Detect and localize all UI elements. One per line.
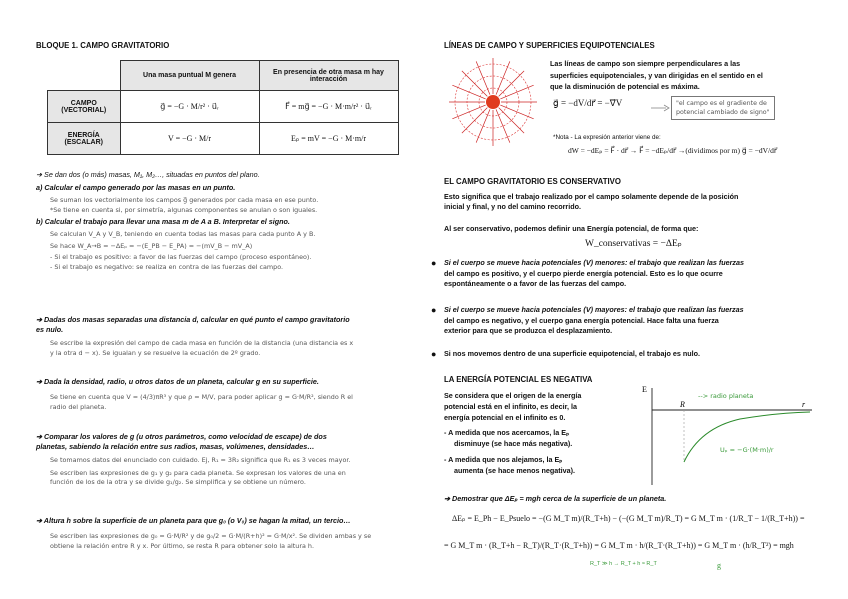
table-col2-header: En presencia de otra masa m hay interacción xyxy=(259,61,398,91)
left-title: BLOQUE 1. CAMPO GRAVITATORIO xyxy=(36,41,170,50)
field-line xyxy=(496,61,510,94)
field-line xyxy=(499,108,524,133)
table-field-single: g⃗ = −G · M/r² · u⃗ᵣ xyxy=(120,91,259,123)
field-line xyxy=(499,71,524,96)
negative-energy-paragraph: Se considera que el origen de la energía potencial está en el infinito, es decir, la energía potencial en el infinito es 0. xyxy=(444,391,582,422)
y-axis-label: E xyxy=(642,385,647,394)
approximation-note: R_T ≫ h → R_T + h ≈ R_T xyxy=(590,561,657,567)
right-title-negative-energy: LA ENERGÍA POTENCIAL ES NEGATIVA xyxy=(444,375,593,384)
table-energy-single: V = −G · M/r xyxy=(120,123,259,155)
demo-equation-2: = G M_T m · (R_T+h − R_T)/(R_T·(R_T+h)) = G M_T m · h/(R_T·(R_T+h)) = G M_T m · (h/R_T²) = mgh xyxy=(444,541,794,550)
fieldlines-paragraph: Las líneas de campo son siempre perpendiculares a las superficies equipotenciales, y van dirigidas en el sentido en el que la disminución de potencial es máxima. xyxy=(550,59,763,91)
table-row1-header: CAMPO (VECTORIAL) xyxy=(48,91,121,123)
conservative-paragraph: Esto significa que el trabajo realizado por el campo solamente depende de la posición inicial y final, y no del camino recorrido. xyxy=(444,192,739,211)
field-line xyxy=(500,85,533,99)
potential-energy-graph xyxy=(640,380,816,490)
curve-label: Uₚ = −G·(M·m)/r xyxy=(720,446,774,454)
section-null-field: ➔ Dadas dos masas separadas una distancia d, calcular en qué punto el campo gravitatorio es nulo. Se escribe la expresión del campo de cada masa en función de la distancia (una distancia es x y la otra d − x). Se igualan y se resuelve la ecuación de 2º grado. xyxy=(36,315,354,357)
field-line xyxy=(476,109,490,142)
gradient-formula: g⃗ = −dV/dr⃗ = −∇⃗V xyxy=(553,98,623,108)
field-line xyxy=(462,71,487,96)
section-height: ➔ Altura h sobre la superficie de un planeta para que g₀ (o V₀) se hagan la mitad, un tercio… Se escriben las expresiones de g₀ = G·M/R² y de g₀/2 = G·M/(R+h)² = G·M/x². Se dividen ambas y se obtiene la relación entre R y x. Por último, se resta R para obtener solo la altura h. xyxy=(36,516,372,550)
field-line xyxy=(452,85,485,99)
field-line xyxy=(500,105,533,119)
field-line xyxy=(496,109,510,142)
bullet-lower-potential: ● Si el cuerpo se mueve hacia potenciales (V) menores: el trabajo que realizan las fuerzas del campo es positivo, y el cuerpo pierde energía potencial. Esto es lo que ocurre espontáneamente o a favor de las fuerzas del campo. xyxy=(431,258,744,288)
arrow-icon xyxy=(650,104,670,112)
mass-sphere xyxy=(486,95,500,109)
x-axis-label: r xyxy=(802,400,806,409)
demo-heading: ➔ Demostrar que ΔEₚ = mgh cerca de la superficie de un planeta. xyxy=(444,494,667,503)
conservative-definition: Al ser conservativo, podemos definir una Energía potencial, de forma que: xyxy=(444,224,699,233)
gravity-table xyxy=(47,60,399,155)
nota-heading: *Nota - La expresión anterior viene de: xyxy=(553,134,661,141)
demo-equation-1: ΔEₚ = E_Ph − E_Psuelo = −(G M_T m)/(R_T+h) − (−(G M_T m)/R_T) = G M_T m · (1/R_T − 1/(R_T+h)) = xyxy=(452,514,805,523)
right-title-fieldlines: LÍNEAS DE CAMPO Y SUPERFICIES EQUIPOTENCIALES xyxy=(444,41,655,50)
field-line xyxy=(476,61,490,94)
nota-formula: dW = −dEₚ = F⃗ · dr⃗ → F⃗ = −dEₚ/dr⃗ →(dividimos por m) g⃗ = −dV/dr⃗ xyxy=(568,146,777,155)
section-density: ➔ Dada la densidad, radio, u otros datos de un planeta, calcular g en su superficie. Se tiene en cuenta que V = (4/3)πR³ y que ρ = M/V, para poder aplicar g = G·M/R², siendo R el radio del planeta. xyxy=(36,377,353,411)
section-two-masses: ➔ Se dan dos (o más) masas, M₁, M₂…, situadas en puntos del plano. a) Calcular el campo generado por las masas en un punto. Se suman los vectorialmente los campos g⃗ generados por cada masa en ese punto. *Se tiene en cuenta si, por simetría, algunas componentes se anulan o son iguales. b) Calcular el trabajo para llevar una masa m de A a B. Interpretar el signo. Se calculan V_A y V_B, teniendo en cuenta todas las masas para cada punto A y B. Se hace W_A→B = −ΔEₚ = −(E_PB − E_PA) = −(mV_B − mV_A) - Si el trabajo es positivo: a favor de las fuerzas del campo (proceso espontáneo). - Si el trabajo es negativo: se realiza en contra de las fuerzas del campo. xyxy=(36,170,319,271)
bullet-higher-potential: ● Si el cuerpo se mueve hacia potenciales (V) mayores: el trabajo que realizan las fuerzas del campo es negativo, y el cuerpo gana energía potencial. Hace falta una fuerza exterior para que se produzca el desplazamiento. xyxy=(431,305,744,335)
field-line xyxy=(452,105,485,119)
field-line xyxy=(462,108,487,133)
radius-label: R xyxy=(680,400,685,409)
table-energy-pair: Eₚ = mV = −G · M·m/r xyxy=(259,123,398,155)
table-field-pair: F⃗ = mg⃗ = −G · M·m/r² · u⃗ᵣ xyxy=(259,91,398,123)
section-compare: ➔ Comparar los valores de g (u otros parámetros, como velocidad de escape) de dos planetas, sabiendo la relación entre sus radios, masas, volúmenes, densidades… Se tomamos datos del enunciado con cuidado. Ej, R₁ = 3R₂ significa que R₁ es 3 veces mayor. Se escriben las expresiones de g₁ y g₂ para cada planeta. Se expresan los valores de una en función de los de la otra y se divide g₁/g₂. Se simplifica y se obtiene un número. xyxy=(36,432,351,486)
bullet-equipotential: ● Si nos movemos dentro de una superficie equipotencial, el trabajo es nulo. xyxy=(431,349,701,359)
field-lines-diagram xyxy=(444,58,542,146)
work-formula: W_conservativas = −ΔEₚ xyxy=(585,239,682,249)
gradient-note-box: "el campo es el gradiente de potencial cambiado de signo" xyxy=(671,96,775,120)
table-col1-header: Una masa puntual M genera xyxy=(120,61,259,91)
g-label: g xyxy=(717,561,721,570)
radio-planeta-label: --> radio planeta xyxy=(698,392,754,400)
approach-item: - A medida que nos acercamos, la Eₚ disminuye (se hace más negativa). xyxy=(444,428,573,448)
table-row2-header: ENERGÍA (ESCALAR) xyxy=(48,123,121,155)
recede-item: - A medida que nos alejamos, la Eₚ aumenta (se hace menos negativa). xyxy=(444,455,576,475)
right-title-conservative: EL CAMPO GRAVITATORIO ES CONSERVATIVO xyxy=(444,177,621,186)
energy-curve xyxy=(684,412,810,462)
